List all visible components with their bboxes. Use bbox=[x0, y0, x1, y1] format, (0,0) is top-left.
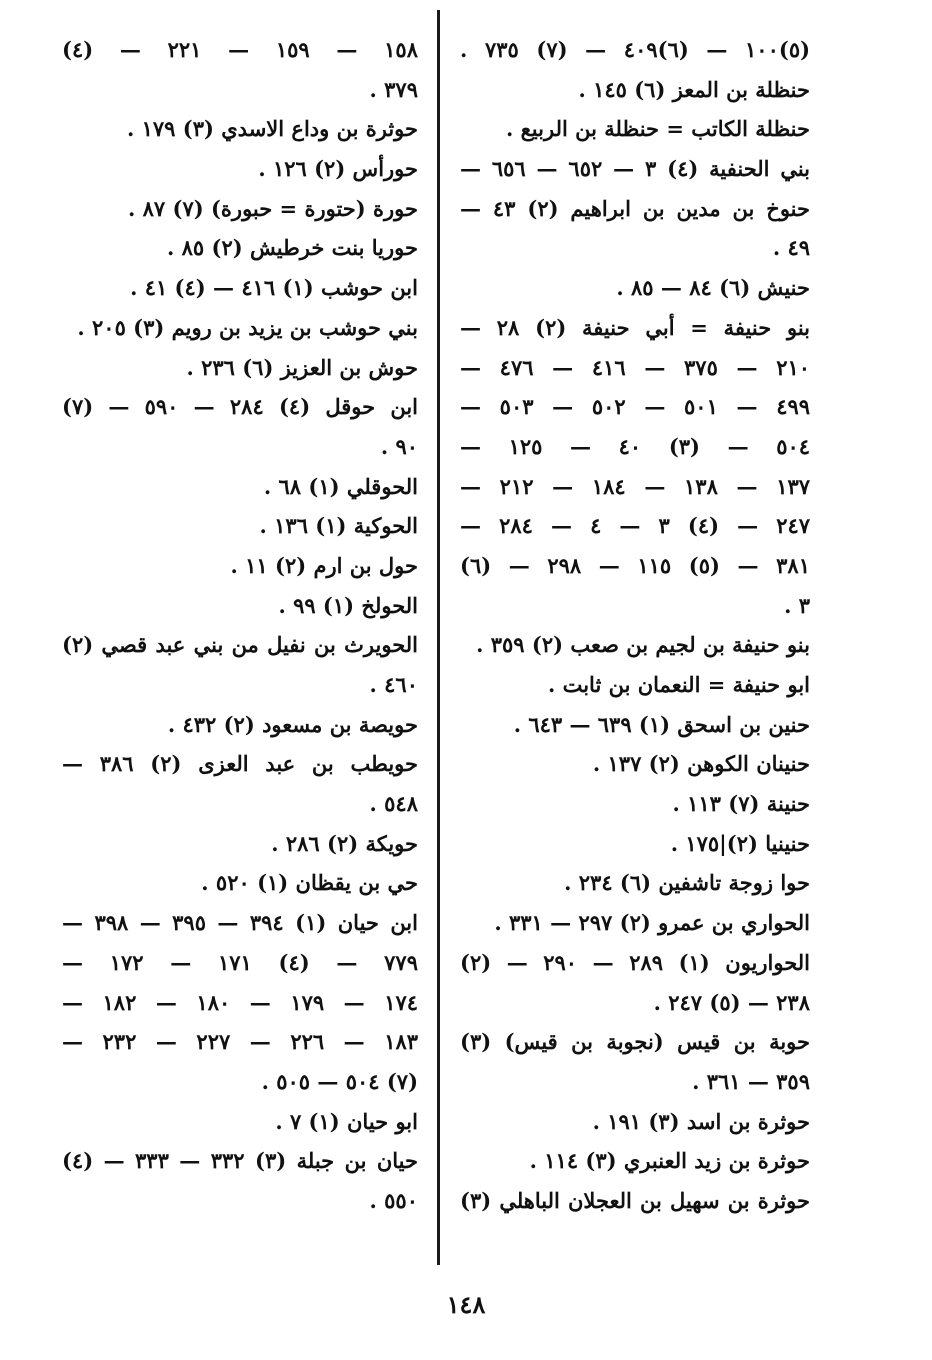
index-entry-line: حنظلة الكاتب = حنظلة بن الربيع . bbox=[506, 116, 810, 142]
index-entry-line: ٣ . bbox=[784, 592, 810, 618]
index-entry-line: ٢١٠ — ٣٧٥ — ٤١٦ — ٤٧٦ — bbox=[460, 354, 810, 380]
index-entry-line: ابو حيان (١) ٧ . bbox=[275, 1108, 418, 1134]
index-entry-line: ٥٠٤ — (٣) ٤٠ — ١٢٥ — bbox=[460, 433, 810, 459]
index-entry-line: حنين بن اسحق (١) ٦٣٩ — ٦٤٣ . bbox=[513, 711, 810, 737]
index-entry-line: ابن حوشب (١) ٤١٦ — (٤) ٤١ . bbox=[130, 275, 418, 301]
index-entry-line: حوريا بنت خرطيش (٢) ٨٥ . bbox=[167, 235, 418, 261]
index-entry-line: (٥)١٠٠ — (٦)٤٠٩ — (٧) ٧٣٥ . bbox=[460, 37, 810, 62]
index-entry-line: ٤٦٠ . bbox=[369, 672, 418, 697]
index-entry-line: ابو حنيفة = النعمان بن ثابت . bbox=[547, 672, 810, 697]
index-entry-line: (٧) ٥٠٤ — ٥٠٥ . bbox=[261, 1068, 418, 1094]
page-number: ١٤٨ bbox=[446, 1290, 486, 1319]
index-entry-line: ١٨٣ — ٢٢٦ — ٢٢٧ — ٢٣٢ — bbox=[62, 1029, 418, 1055]
index-entry-line: الحوقلي (١) ٦٨ . bbox=[263, 473, 418, 499]
index-entry-line: بني الحنفية (٤) ٣ — ٦٥٢ — ٦٥٦ — bbox=[460, 156, 810, 182]
index-entry-line: ٤٩٩ — ٥٠١ — ٥٠٢ — ٥٠٣ — bbox=[460, 394, 810, 420]
index-entry-line: ٥٥٠ . bbox=[369, 1187, 418, 1213]
index-entry-line: ابن حيان (١) ٣٩٤ — ٣٩٥ — ٣٩٨ — bbox=[62, 910, 418, 936]
index-entry-line: ٣٨١ — (٥) ١١٥ — ٢٩٨ — (٦) bbox=[460, 552, 810, 578]
index-entry-line: حوثرة بن وداع الاسدي (٣) ١٧٩ . bbox=[127, 116, 418, 142]
index-entry-line: الحواريون (١) ٢٨٩ — ٢٩٠ — (٢) bbox=[460, 949, 810, 975]
index-entry-line: بنو حنيفة = أبي حنيفة (٢) ٢٨ — bbox=[460, 314, 810, 340]
index-entry-line: حويطب بن عبد العزى (٢) ٣٨٦ — bbox=[62, 751, 418, 777]
index-entry-line: حيان بن جبلة (٣) ٣٣٢ — ٣٣٣ — (٤) bbox=[62, 1148, 418, 1174]
index-entry-line: حوثرة بن سهيل بن العجلان الباهلي (٣) bbox=[460, 1187, 810, 1213]
index-entry-line: حنينة (٧) ١١٣ . bbox=[672, 791, 810, 817]
index-entry-line: بنو حنيفة بن لجيم بن صعب (٢) ٣٥٩ . bbox=[476, 632, 810, 658]
index-entry-line: حنيش (٦) ٨٤ — ٨٥ . bbox=[616, 275, 810, 301]
index-entry-line: حوثرة بن اسد (٣) ١٩١ . bbox=[592, 1108, 810, 1134]
index-entry-line: ١٣٧ — ١٣٨ — ١٨٤ — ٢١٢ — bbox=[460, 473, 810, 499]
index-entry-line: حوبة بن قيس (نجوبة بن قيس) (٣) bbox=[460, 1029, 810, 1055]
index-entry-line: حوا زوجة تاشفين (٦) ٢٣٤ . bbox=[564, 870, 810, 896]
index-entry-line: ٢٤٧ — (٤) ٣ — ٤ — ٢٨٤ — bbox=[460, 513, 810, 539]
index-entry-line: حويصة بن مسعود (٢) ٤٣٢ . bbox=[167, 711, 418, 737]
index-entry-line: ٥٤٨ . bbox=[369, 791, 418, 817]
index-entry-line: الحواري بن عمرو (٢) ٢٩٧ — ٣٣١ . bbox=[494, 910, 810, 936]
index-entry-line: ٧٧٩ — (٤) ١٧١ — ١٧٢ — bbox=[62, 949, 418, 975]
index-entry-line: حنينان الكوهن (٢) ١٣٧ . bbox=[592, 751, 810, 777]
index-entry-line: ٩٠ . bbox=[380, 433, 418, 459]
index-entry-line: حورة (حتورة = حبورة) (٧) ٨٧ . bbox=[128, 195, 418, 221]
index-entry-line: حنينيا (٢)|١٧٥ . bbox=[670, 830, 810, 856]
index-entry-line: حول بن ارم (٢) ١١ . bbox=[230, 552, 418, 578]
index-entry-line: بني حوشب بن يزيد بن رويم (٣) ٢٠٥ . bbox=[77, 314, 418, 340]
index-entry-line: الحولخ (١) ٩٩ . bbox=[278, 592, 418, 618]
index-entry-line: ١٥٨ — ١٥٩ — ٢٢١ — (٤) bbox=[62, 37, 418, 62]
index-entry-line: ٣٧٩ . bbox=[369, 76, 418, 102]
right-column bbox=[460, 30, 810, 1221]
index-entry-line: ٣٥٩ — ٣٦١ . bbox=[692, 1068, 810, 1094]
column-divider bbox=[437, 10, 440, 1265]
index-entry-line: ابن حوقل (٤) ٢٨٤ — ٥٩٠ — (٧) bbox=[62, 394, 418, 420]
index-entry-line: الحوكية (١) ١٣٦ . bbox=[259, 513, 418, 539]
index-entry-line: حوش بن العزيز (٦) ٢٣٦ . bbox=[186, 354, 418, 380]
index-entry-line: الحويرث بن نفيل من بني عبد قصي (٢) bbox=[62, 632, 418, 658]
index-entry-line: ٤٩ . bbox=[772, 235, 810, 261]
index-entry-line: ١٧٤ — ١٧٩ — ١٨٠ — ١٨٢ — bbox=[62, 989, 418, 1015]
index-entry-line: حويكة (٢) ٢٨٦ . bbox=[271, 830, 418, 856]
index-entry-line: حي بن يقظان (١) ٥٢٠ . bbox=[201, 870, 418, 896]
index-entry-line: حنظلة بن المعز (٦) ١٤٥ . bbox=[578, 76, 810, 102]
left-column bbox=[62, 30, 418, 1221]
index-entry-line: ٢٣٨ — (٥) ٢٤٧ . bbox=[653, 989, 810, 1015]
index-entry-line: حورأس (٢) ١٢٦ . bbox=[258, 156, 418, 182]
index-entry-line: حنوخ بن مدين بن ابراهيم (٢) ٤٣ — bbox=[460, 195, 810, 221]
index-entry-line: حوثرة بن زيد العنبري (٣) ١١٤ . bbox=[529, 1148, 810, 1174]
